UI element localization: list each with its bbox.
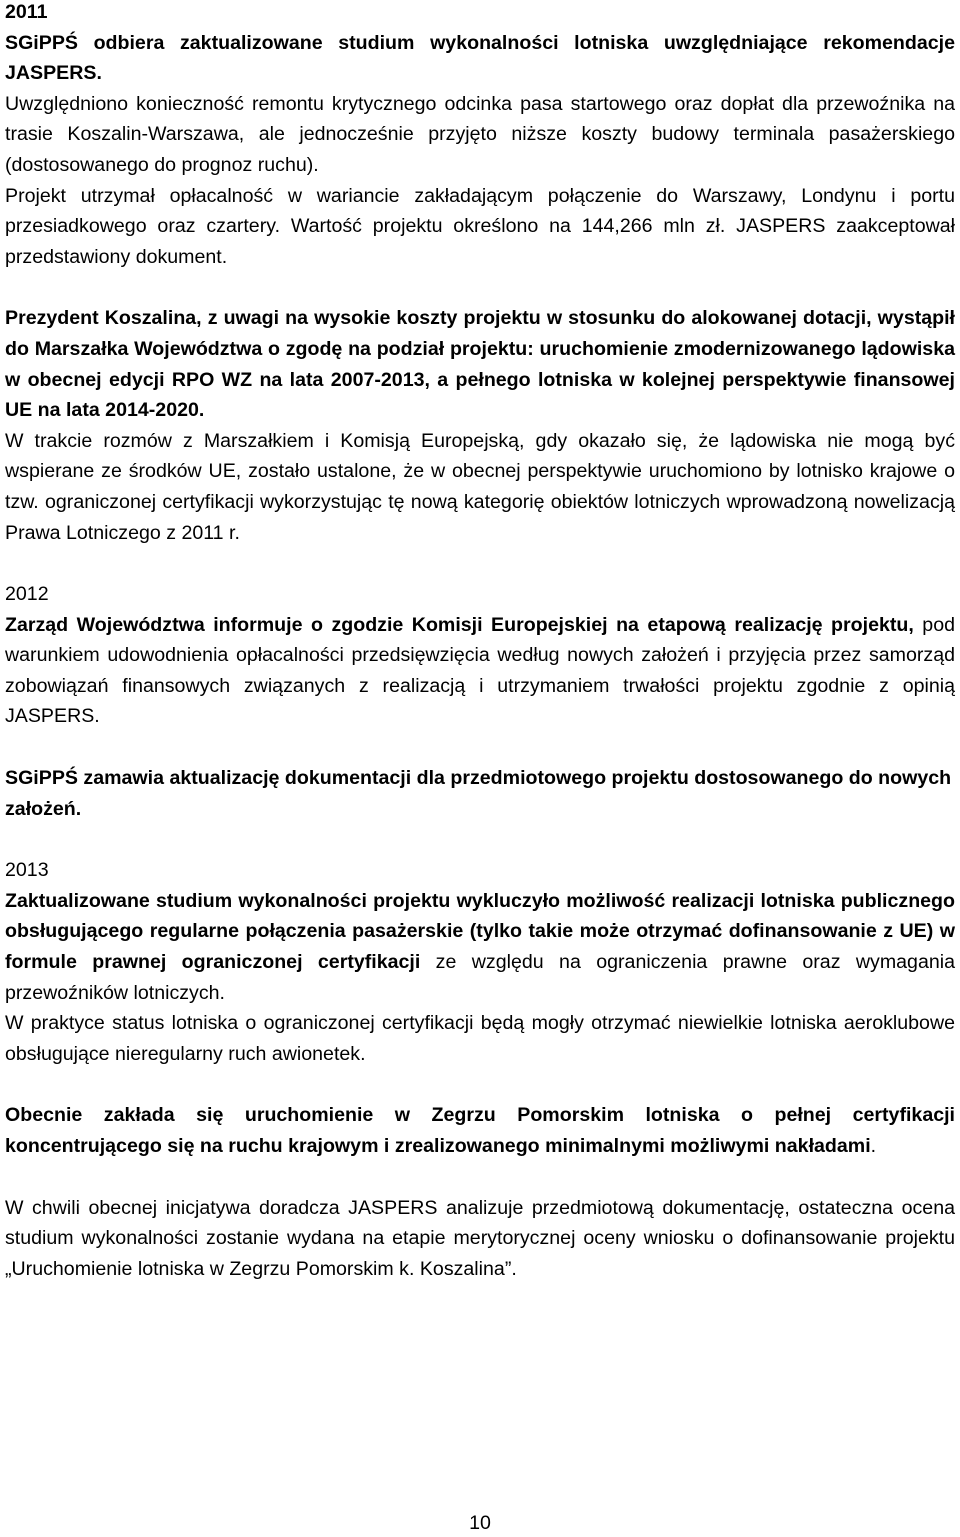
paragraph-2011-prezydent: Prezydent Koszalina, z uwagi na wysokie koszty projektu w stosunku do alokowanej dotacji, wystąpił do Marszałka Województwa o zgodę na podział projektu: uruchomienie zmodernizowanego lądowiska w obecnej edycji RPO WZ na lata 2007-2013, a pełnego lotniska w kolejnej perspektywie finansowej UE na lata 2014-2020. bbox=[5, 307, 955, 422]
spacer bbox=[5, 1069, 955, 1100]
year-heading-2013: 2013 bbox=[5, 859, 49, 882]
year-heading-2012: 2012 bbox=[5, 583, 49, 606]
paragraph-2013-jaspers: W chwili obecnej inicjatywa doradcza JASPERS analizuje przedmiotową dokumentację, ostateczna ocena studium wykonalności zostanie wydana na etapie merytorycznej oceny wniosku o dofinansowanie projektu „Uruchomienie lotniska w Zegrzu Pomorskim k. Koszalina”. bbox=[5, 1196, 955, 1280]
paragraph-2013-obecnie-bold: Obecnie zakłada się uruchomienie w Zegrzu Pomorskim lotniska o pełnej certyfikacji koncentrującego się na ruchu krajowym i zrealizowanego minimalnymi możliwymi nakładami bbox=[5, 1104, 955, 1157]
paragraph-2013-praktyka: W praktyce status lotniska o ograniczonej certyfikacji będą mogły otrzymać niewielkie lotniska aeroklubowe obsługujące nieregularny ruch awionetek. bbox=[5, 1012, 955, 1065]
paragraph-2013-obecnie-rest: . bbox=[870, 1135, 877, 1157]
page-number: 10 bbox=[469, 1512, 491, 1534]
spacer bbox=[5, 1162, 955, 1193]
paragraph-2013-studium-rest: ze względu na ograniczenia prawne oraz wymagania przewoźników lotniczych. bbox=[5, 951, 955, 1004]
paragraph-2011-oplacalnosc: Projekt utrzymał opłacalność w wariancie zakładającym połączenie do Warszawy, Londynu i portu przesiadkowego oraz czartery. Wartość projektu określono na 144,266 mln zł. JASPERS zaakceptował przedstawiony dokument. bbox=[5, 184, 955, 268]
spacer bbox=[5, 272, 955, 303]
paragraph-2013-obecnie bbox=[5, 1100, 955, 1161]
document-page bbox=[5, 0, 955, 1284]
spacer bbox=[5, 824, 955, 855]
paragraph-2012-sgippś: SGiPPŚ zamawia aktualizację dokumentacji dla przedmiotowego projektu dostosowanego do nowych założeń. bbox=[5, 767, 952, 820]
section-title-2011: SGiPPŚ odbiera zaktualizowane studium wykonalności lotniska uwzględniające rekomendacje JASPERS. bbox=[5, 31, 955, 85]
paragraph-2013-studium bbox=[5, 886, 955, 1008]
year-heading-2011: 2011 bbox=[5, 1, 48, 23]
spacer bbox=[5, 732, 955, 763]
paragraph-2011-rozmowy: W trakcie rozmów z Marszałkiem i Komisją Europejską, gdy okazało się, że lądowiska nie mogą być wspierane ze środków UE, zostało ustalone, że w obecnej perspektywie uruchomiono by lotnisko krajowe o tzw. ograniczonej certyfikacji wykorzystując tę nową kategorię obiektów lotniczych wprowadzoną nowelizacją Prawa Lotniczego z 2011 r. bbox=[5, 429, 955, 544]
paragraph-2012-zarzad bbox=[5, 610, 955, 732]
spacer bbox=[5, 548, 955, 579]
paragraph-2011-remont: Uwzględniono konieczność remontu krytycznego odcinka pasa startowego oraz dopłat dla przewoźnika na trasie Koszalin-Warszawa, ale jednocześnie przyjęto niższe koszty budowy terminala pasażerskiego (dostosowanego do prognoz ruchu). bbox=[5, 92, 955, 176]
paragraph-2012-zarzad-bold: Zarząd Województwa informuje o zgodzie Komisji Europejskiej na etapową realizację projektu, bbox=[5, 613, 914, 636]
paragraph-2012-zarzad-rest: pod warunkiem udowodnienia opłacalności przedsięwzięcia według nowych założeń i przyjęcia przez samorząd zobowiązań finansowych związanych z realizacją i utrzymaniem trwałości projektu zgodnie z opinią JASPERS. bbox=[5, 613, 956, 728]
paragraph-2013-studium-bold: Zaktualizowane studium wykonalności projektu wykluczyło możliwość realizacji lotniska publicznego obsługującego regularne połączenia pasażerskie (tylko takie może otrzymać dofinansowanie z UE) w formule prawnej ograniczonej certyfikacji bbox=[5, 889, 955, 974]
